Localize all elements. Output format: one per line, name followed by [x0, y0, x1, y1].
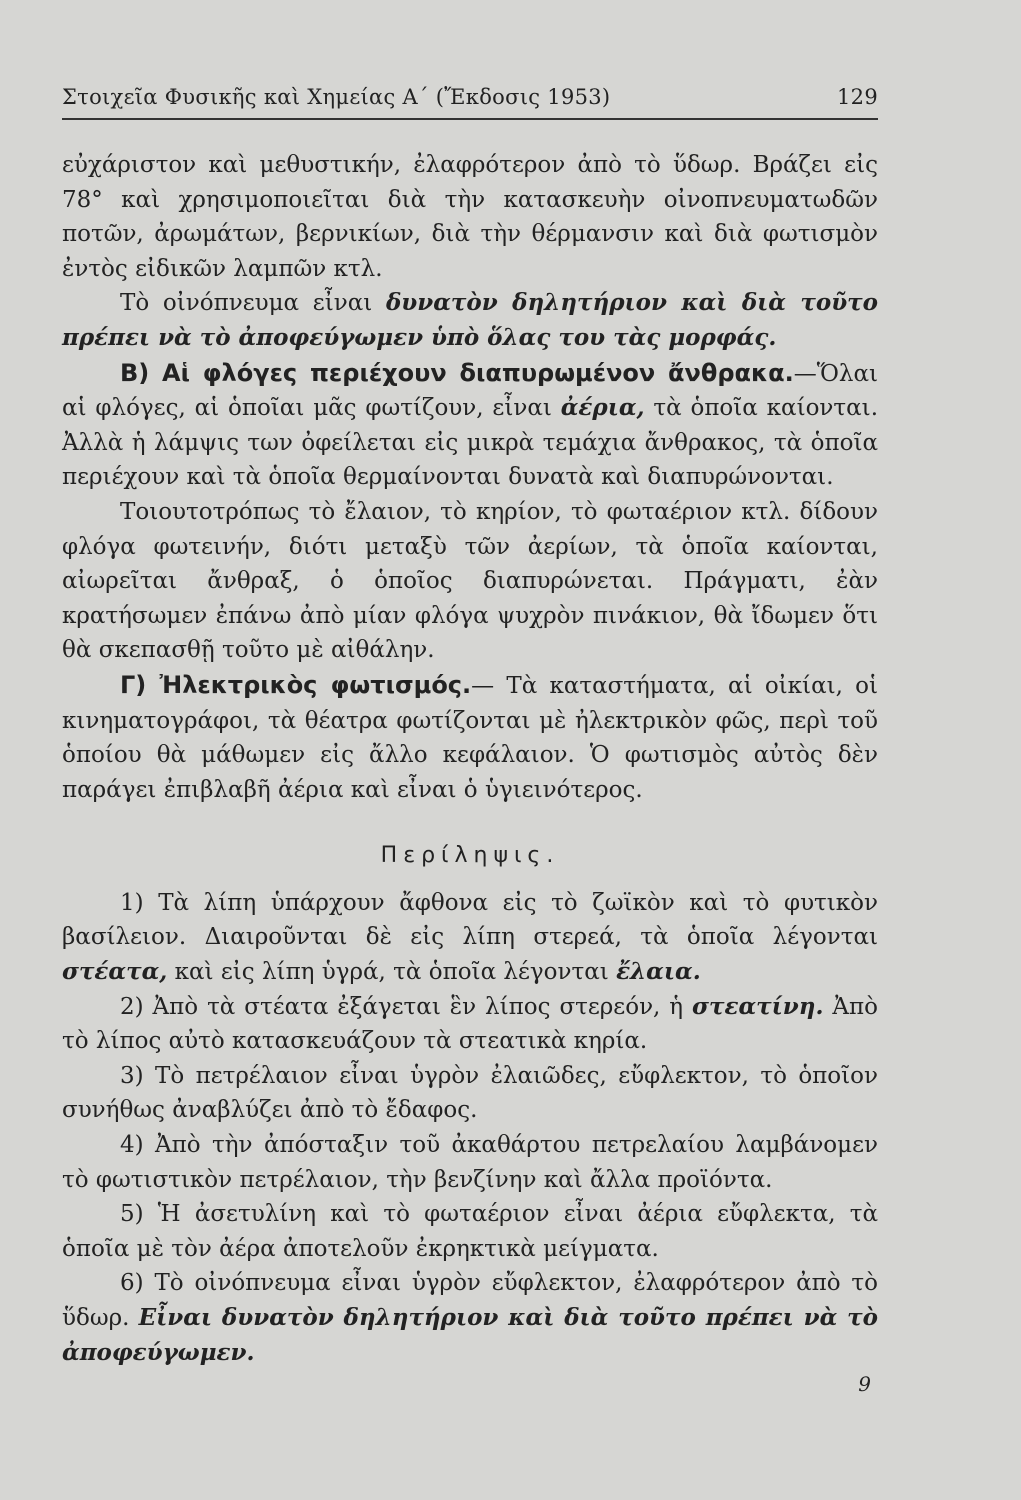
summary-item-6: 6) Τὸ οἰνόπνευμα εἶναι ὑγρὸν εὔφλεκτον, ἐλαφρότερον ἀπὸ τὸ ὕδωρ. Εἶναι δυνατὸν δηλητήριον καὶ διὰ τοῦτο πρέπει νὰ τὸ ἀποφεύγωμεν.	[62, 1270, 879, 1366]
summary-item-5: 5) Ἡ ἀσετυλίνη καὶ τὸ φωταέριον εἶναι ἀέρια εὔφλεκτα, τὰ ὁποῖα μὲ τὸν ἀέρα ἀποτελοῦν ἐκρηκτικὰ μείγματα.	[62, 1201, 878, 1262]
page-body	[62, 148, 878, 1370]
running-header	[62, 85, 878, 109]
page-number: 129	[837, 85, 878, 109]
section-electric-lighting: Γ) Ἠλεκτρικὸς φωτισμός.— Τὰ καταστήματα, αἱ οἰκίαι, οἱ κινηματογράφοι, τὰ θέατρα φωτίζονται μὲ ἠλεκτρικὸν φῶς, περὶ τοῦ ὁποίου θὰ μάθωμεν εἰς ἄλλο κεφάλαιον. Ὁ φωτισμὸς αὐτὸς δὲν παράγει ἐπιβλαβῆ ἀέρια καὶ εἶναι ὁ ὑγιεινότερος.	[62, 670, 879, 803]
summary-item-1: 1) Τὰ λίπη ὑπάρχουν ἄφθονα εἰς τὸ ζωϊκὸν καὶ τὸ φυτικὸν βασίλειον. Διαιροῦνται δὲ εἰς λίπη στερεά, τὰ ὁποῖα λέγονται στέατα, καὶ εἰς λίπη ὑγρά, τὰ ὁποῖα λέγονται ἔλαια.	[62, 889, 878, 986]
section-heading-b: Β) Αἱ φλόγες περιέχουν διαπυρωμένον ἄνθρακα.	[120, 358, 794, 387]
section-heading-c: Γ) Ἠλεκτρικὸς φωτισμός.	[120, 670, 472, 699]
section-flames: Β) Αἱ φλόγες περιέχουν διαπυρωμένον ἄνθρακα.—Ὅλαι αἱ φλόγες, αἱ ὁποῖαι μᾶς φωτίζουν, εἶναι ἀέρια, τὰ ὁποῖα καίονται. Ἀλλὰ ἡ λάμψις των ὀφείλεται εἰς μικρὰ τεμάχια ἄνθρακος, τὰ ὁποῖα περιέχουν καὶ τὰ ὁποῖα θερμαίνονται δυνατὰ καὶ διαπυρώνονται.	[62, 358, 879, 491]
summary-item-3: 3) Τὸ πετρέλαιον εἶναι ὑγρὸν ἐλαιῶδες, εὔφλεκτον, τὸ ὁποῖον συνήθως ἀναβλύζει ἀπὸ τὸ ἔδαφος.	[62, 1062, 878, 1124]
paragraph-alcohol-poison: Τὸ οἰνόπνευμα εἶναι δυνατὸν δηλητήριον καὶ διὰ τοῦτο πρέπει νὰ τὸ ἀποφεύγωμεν ὑπὸ ὅλας του τὰς μορφάς.	[62, 289, 878, 351]
header-rule	[62, 118, 878, 120]
paragraph-alcohol-uses: εὐχάριστον καὶ μεθυστικήν, ἐλαφρότερον ἀπὸ τὸ ὕδωρ. Βράζει εἰς 78° καὶ χρησιμοποιεῖται διὰ τὴν κατασκευὴν οἰνοπνευματωδῶν ποτῶν, ἀρωμάτων, βερνικίων, διὰ τὴν θέρμανσιν καὶ διὰ φωτισμὸν ἐντὸς εἰδικῶν λαμπῶν κτλ.	[62, 152, 878, 282]
summary-title: Περίληψις.	[380, 843, 560, 869]
summary-item-4: 4) Ἀπὸ τὴν ἀπόσταξιν τοῦ ἀκαθάρτου πετρελαίου λαμβάνομεν τὸ φωτιστικὸν πετρέλαιον, τὴν βενζίνην καὶ ἄλλα προϊόντα.	[62, 1132, 878, 1193]
signature-mark: 9	[858, 1372, 871, 1396]
summary-item-2: 2) Ἀπὸ τὰ στέατα ἐξάγεται ἓν λίπος στερεόν, ἡ στεατίνη. Ἀπὸ τὸ λίπος αὐτὸ κατασκευάζουν τὰ στεατικὰ κηρία.	[62, 992, 878, 1055]
header-title: Στοιχεῖα Φυσικῆς καὶ Χημείας Α΄ (Ἔκδοσις 1953)	[62, 85, 611, 109]
paragraph-bright-flame: Τοιουτοτρόπως τὸ ἔλαιον, τὸ κηρίον, τὸ φωταέριον κτλ. δίδουν φλόγα φωτεινήν, διότι μεταξὺ τῶν ἀερίων, τὰ ὁποῖα καίονται, αἰωρεῖται ἄνθραξ, ὁ ὁποῖος διαπυρώνεται. Πράγματι, ἐὰν κρατήσωμεν ἐπάνω ἀπὸ μίαν φλόγα ψυχρὸν πινάκιον, θὰ ἴδωμεν ὅτι θὰ σκεπασθῇ τοῦτο μὲ αἰθάλην.	[62, 498, 878, 664]
